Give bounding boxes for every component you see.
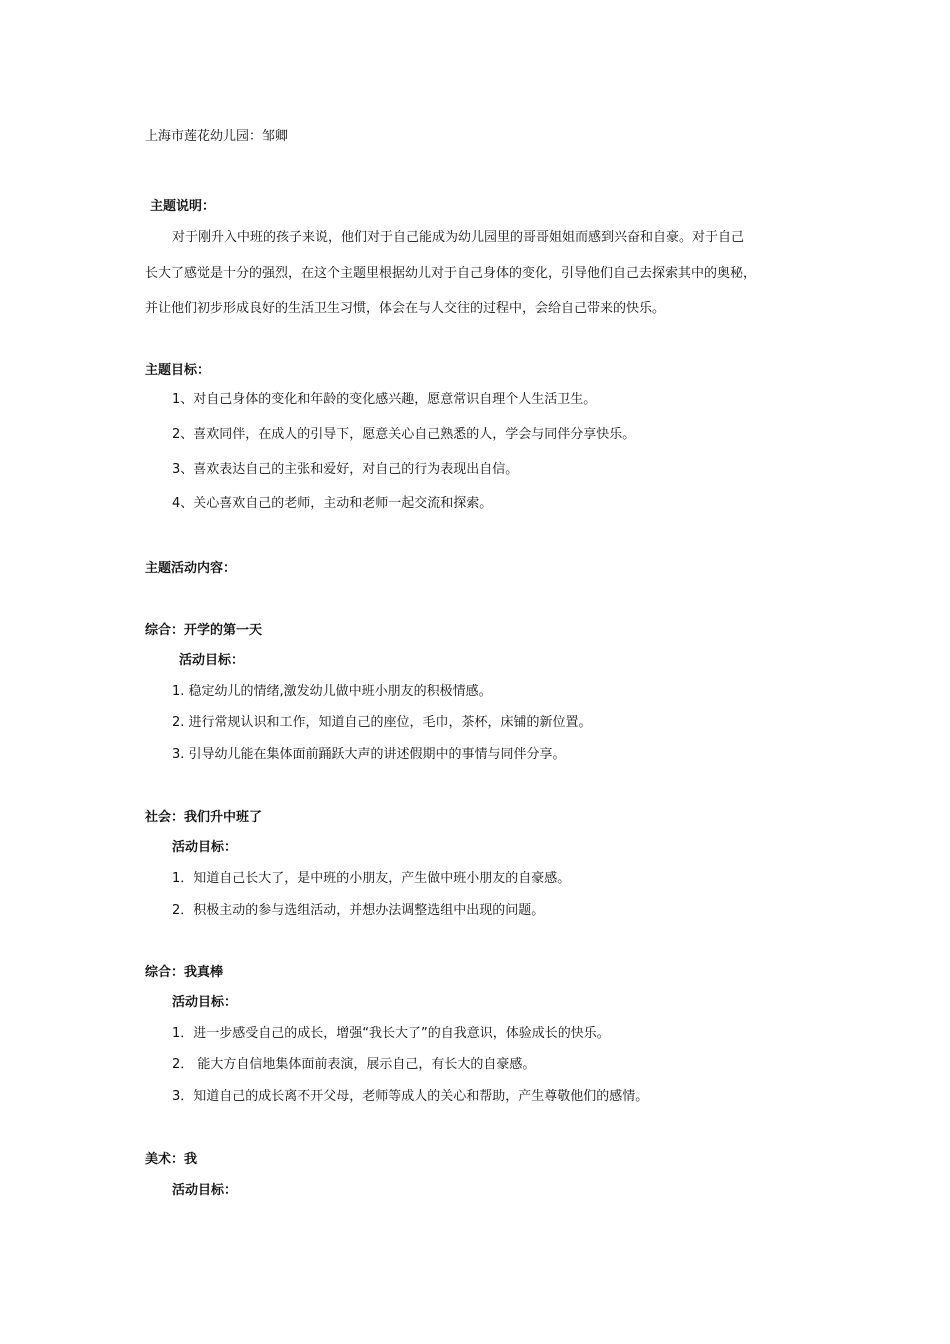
theme-goal-item: 4、关心喜欢自己的老师，主动和老师一起交流和探索。 [172, 496, 493, 511]
activity-goal-item: 2． 能大方自信地集体面前表演，展示自己，有长大的自豪感。 [172, 1057, 536, 1072]
activity-goals-label: 活动目标： [172, 995, 238, 1010]
activities-heading: 主题活动内容： [145, 561, 237, 576]
theme-goal-item: 2、喜欢同伴，在成人的引导下，愿意关心自己熟悉的人，学会与同伴分享快乐。 [172, 427, 636, 442]
activity-goals-label: 活动目标： [172, 840, 238, 855]
theme-description-line: 长大了感觉是十分的强烈，在这个主题里根据幼儿对于自己身体的变化，引导他们自己去探索其中的奥秘， [145, 266, 757, 281]
activity-goal-item: 2．积极主动的参与选组活动，并想办法调整选组中出现的问题。 [172, 903, 545, 918]
activity-goal-item: 1．知道自己长大了，是中班的小朋友，产生做中班小朋友的自豪感。 [172, 871, 571, 886]
activity-goals-label: 活动目标： [179, 653, 245, 668]
theme-description-heading: 主题说明： [150, 199, 216, 214]
activity-title: 综合：我真棒 [145, 965, 224, 980]
author-line: 上海市莲花幼儿园：邹卿 [145, 129, 289, 144]
activity-goal-item: 3. 引导幼儿能在集体面前踊跃大声的讲述假期中的事情与同伴分享。 [172, 747, 566, 762]
activity-goals-label: 活动目标： [172, 1183, 238, 1198]
activity-goal-item: 1. 稳定幼儿的情绪,激发幼儿做中班小朋友的积极情感。 [172, 684, 492, 699]
theme-description-line: 并让他们初步形成良好的生活卫生习惯，体会在与人交往的过程中，会给自己带来的快乐。 [145, 301, 666, 316]
activity-title: 美术：我 [145, 1152, 198, 1167]
theme-goals-heading: 主题目标： [145, 363, 211, 378]
activity-goal-item: 2. 进行常规认识和工作，知道自己的座位，毛巾，茶杯，床铺的新位置。 [172, 715, 592, 730]
activity-title: 社会：我们升中班了 [145, 810, 263, 825]
theme-description-line: 对于刚升入中班的孩子来说，他们对于自己能成为幼儿园里的哥哥姐姐而感到兴奋和自豪。对于自己 [172, 230, 745, 245]
activity-goal-item: 3．知道自己的成长离不开父母，老师等成人的关心和帮助，产生尊敬他们的感情。 [172, 1089, 649, 1104]
theme-goal-item: 3、喜欢表达自己的主张和爱好，对自己的行为表现出自信。 [172, 462, 519, 477]
theme-goal-item: 1、对自己身体的变化和年龄的变化感兴趣，愿意常识自理个人生活卫生。 [172, 392, 597, 407]
activity-goal-item: 1．进一步感受自己的成长，增强“我长大了”的自我意识，体验成长的快乐。 [172, 1026, 610, 1041]
activity-title: 综合：开学的第一天 [145, 623, 263, 638]
